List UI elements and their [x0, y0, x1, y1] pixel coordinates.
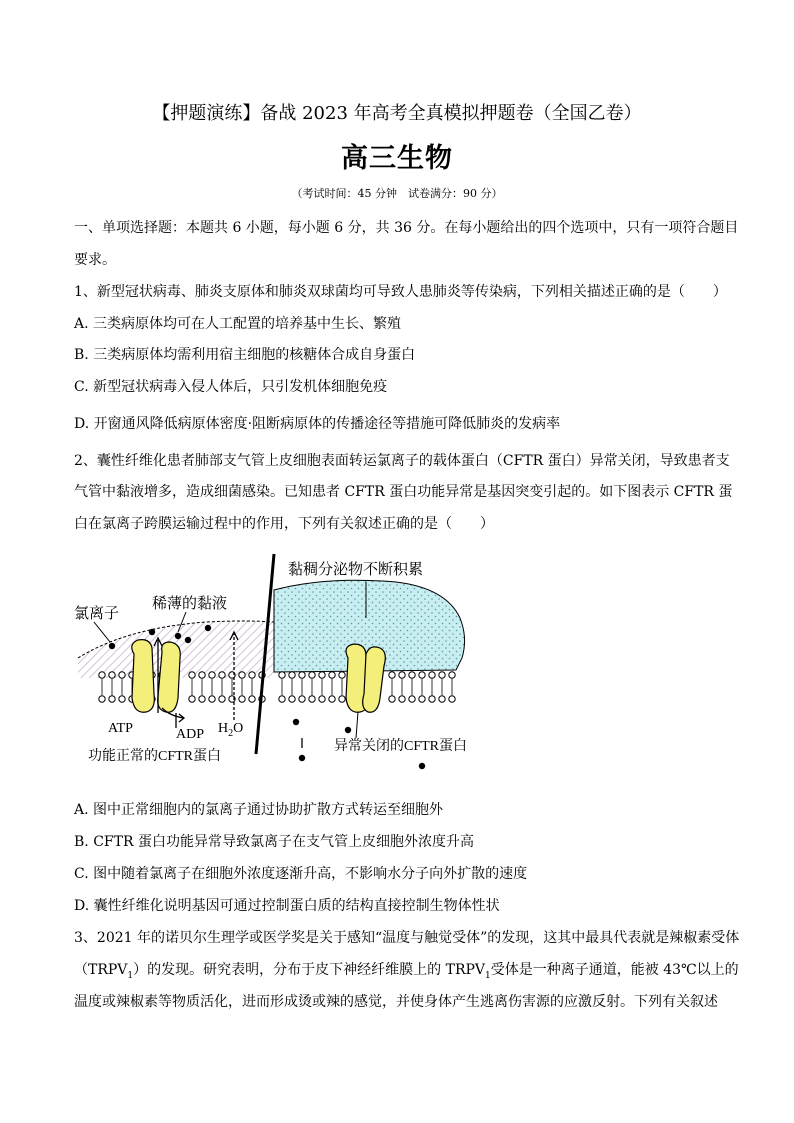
q3-line2: $(TRPV_1)$的发现。研究表明，分布于皮下神经纤维膜上的 $TRPV_1$受体是一种离子通道，能被 43℃以上的	[74, 962, 739, 981]
q2-stem-line2: 气管中黏液增多，造成细菌感染。已知患者 CFTR 蛋白功能异常是基因突变引起的。如下图表示 CFTR 蛋	[74, 484, 733, 500]
q3-line1: 3、2021 年的诺贝尔生理学或医学奖是关于感知“温度与触觉受体”的发现，这其中最具代表就是辣椒素受体	[74, 930, 740, 946]
q2-stem-line1: 2、囊性纤维化患者肺部支气管上皮细胞表面转运氯离子的载体蛋白（CFTR 蛋白）异常关闭，导致患者支	[74, 453, 730, 469]
subject-title: 高三生物	[341, 143, 453, 174]
q1-option-a: A. 三类病原体均可在人工配置的培养基中生长、繁殖	[74, 316, 402, 332]
q1-option-c: C. 新型冠状病毒入侵人体后，只引发机体细胞免疫	[74, 379, 388, 395]
label-thin-mucus: 稀薄的黏液	[152, 596, 228, 612]
q2-option-a: A. 图中正常细胞内的氯离子通过协助扩散方式转运至细胞外	[74, 802, 444, 818]
section1-instruction-line1: 一、单项选择题：本题共 6 小题，每小题 6 分，共 36 分。在每小题给出的四个选项中，只有一项符合题目	[74, 220, 739, 236]
label-abnormal-cftr: 异常关闭的CFTR蛋白	[334, 739, 468, 754]
label-adp: ADP	[176, 727, 205, 742]
label-h2o: $H_2O$	[218, 721, 244, 739]
q1-stem: 1、新型冠状病毒、肺炎支原体和肺炎双球菌均可导致人患肺炎等传染病，下列相关描述正确的是（ ）	[74, 284, 727, 300]
label-thick-mucus: 黏稠分泌物不断积累	[288, 562, 424, 578]
q2-option-c: C. 图中随着氯离子在细胞外浓度逐渐升高，不影响水分子向外扩散的速度	[74, 866, 528, 882]
label-atp: ATP	[108, 721, 133, 736]
q1-option-b: B. 三类病原体均需利用宿主细胞的核糖体合成自身蛋白	[74, 347, 416, 363]
section1-instruction-line2: 要求。	[74, 252, 116, 268]
q2-option-d: D. 囊性纤维化说明基因可通过控制蛋白质的结构直接控制生物体性状	[74, 898, 500, 914]
q2-option-b: B. CFTR 蛋白功能异常导致氯离子在支气管上皮细胞外浓度升高	[74, 834, 474, 850]
q1-option-d: D. 开窗通风降低病原体密度·阻断病原体的传播途径等措施可降低肺炎的发病率	[74, 416, 561, 432]
q3-line3: 温度或辣椒素等物质活化，进而形成烫或辣的感觉，并使身体产生逃离伤害源的应激反射。下列有关叙述	[74, 994, 718, 1010]
label-normal-cftr: 功能正常的CFTR蛋白	[88, 749, 222, 764]
q2-stem-line3: 白在氯离子跨膜运输过程中的作用，下列有关叙述正确的是（ ）	[74, 516, 494, 532]
exam-title: 【押题演练】备战 2023 年高考全真模拟押题卷（全国乙卷）	[152, 103, 642, 124]
exam-info: （考试时间：45 分钟 试卷满分：90 分）	[291, 187, 503, 200]
label-chloride: 氯离子	[74, 606, 120, 622]
abnormal-cftr-protein	[346, 644, 385, 712]
cftr-diagram	[66, 548, 486, 778]
